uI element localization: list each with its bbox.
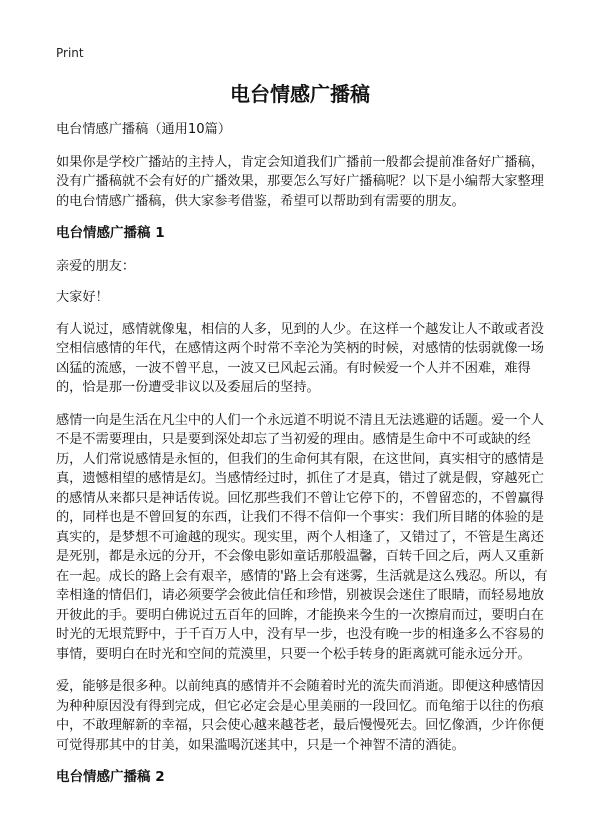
section-heading-2: 电台情感广播稿 2 [56,769,165,785]
page-title: 电台情感广播稿 [230,82,370,106]
intro-paragraph: 如果你是学校广播站的主持人，肯定会知道我们广播前一般都会提前准备好广播稿，没有广播稿就不会有好的广播效果，那要怎么写好广播稿呢？以下是小编帮大家整理的电台情感广播稿，供大家参考借鉴，希望可以帮助到有需要的朋友。 [56,154,544,209]
subtitle: 电台情感广播稿（通用10篇） [56,122,232,137]
print-link[interactable]: Print [56,46,84,60]
article-body [56,120,548,801]
paragraph: 爱，能够是很多种。以前纯真的感情并不会随着时光的流失而消逝。即便这种感情因为种种原因没有得到完成，但它必定会是心里美丽的一段回忆。而龟缩于以往的伤痕中，不敢理解新的幸福，只会使心越来越苍老，最后慢慢死去。回忆像酒，少许你便可觉得那其中的甘美，如果滥喝沉迷其中，只是一个神智不清的酒徒。 [56,679,544,753]
hello-line: 大家好！ [56,290,109,305]
paragraph: 有人说过，感情就像鬼，相信的人多，见到的人少。在这样一个越发让人不敢或者没空相信感情的年代，在感情这两个时常不幸沦为笑柄的时候，对感情的怯弱就像一场凶猛的流感，一波不曾平息，一波又已风起云涌。有时候爱一个人并不困难，难得的，恰是那一份遭受非议以及委屈后的坚持。 [56,321,544,395]
paragraph: 感情一向是生活在凡尘中的人们一个永远道不明说不清且无法逃避的话题。爱一个人不是不需要理由，只是要到深处却忘了当初爱的理由。感情是生命中不可或缺的经历，人们常说感情是永恒的，但我们的生命何其有限，在这世间，真实相守的感情是真，遗憾相望的感情是幻。当感情经过时，抓住了才是真，错过了就是假，穿越死亡的感情从来都只是神话传说。回忆那些我们不曾让它停下的，不曾留恋的，不曾赢得的，同样也是不曾回复的东西，让我们不得不信仰一个事实：我们所目睹的体验的是真实的，是梦想不可逾越的现实。现实里，两个人相逢了，又错过了，不管是生离还是死别，都是永远的分开，不会像电影如童话那般温馨，百转千回之后，两人又重新在一起。成长的路上会有艰辛，感情的'路上会有迷雾，生活就是这么残忍。所以，有幸相逢的情侣们，请必须要学会彼此信任和珍惜，别被误会迷住了眼睛，而轻易地放开彼此的手。要明白佛说过五百年的回眸，才能换来今生的一次擦肩而过，要明白在时光的无垠荒野中，于千百万人中，没有早一步，也没有晚一步的相逢多么不容易的事情，要明白在时光和空间的荒漠里，只要一个松手转身的距离就可能永远分开。 [56,412,548,662]
section-heading-1: 电台情感广播稿 1 [56,225,165,241]
greeting: 亲爱的朋友： [56,258,136,274]
